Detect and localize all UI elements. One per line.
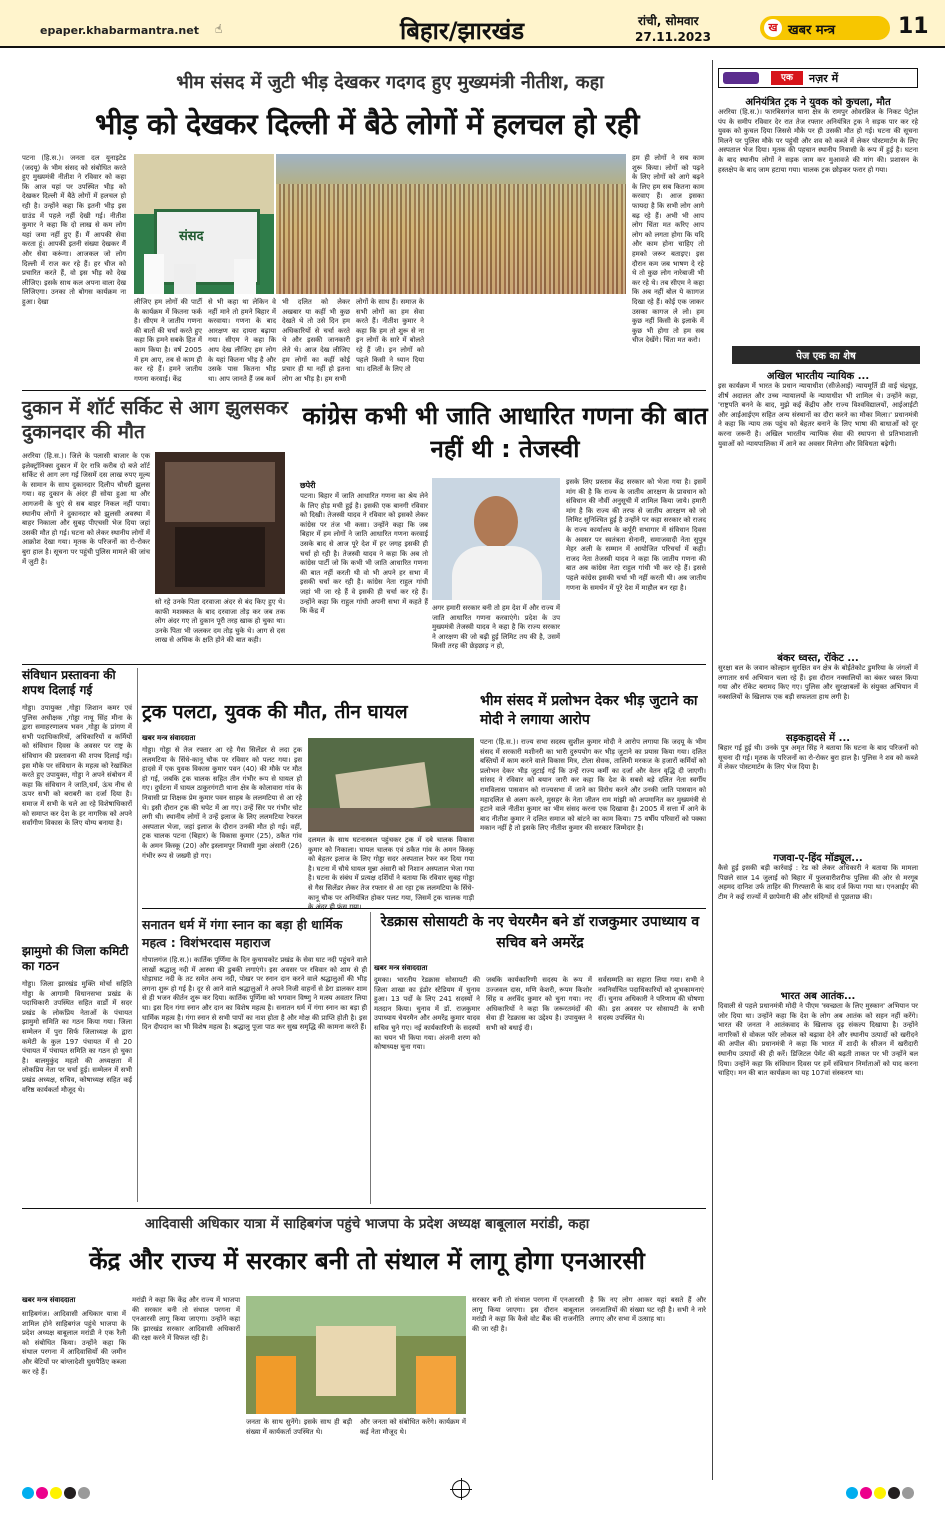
page-number: 11 [898, 14, 929, 39]
brand-logo [760, 16, 890, 40]
brand-name: खबर मन्त्र [788, 23, 836, 38]
right-truck-body: अररिया (हि.स.)। फारबिसगंज थाना क्षेत्र के रामपुर ओवरब्रिज के निकट पेट्रोल पंप के समीप रविवार देर रात तेज रफ्तार अनियंत्रित ट्रक ने सड़क पार कर रहे युवक को कुचल दिया जिससे मौके पर ही उसकी मौत हो गई। घटना की सूचना मिलने पर पुलिस मौके पर पहुंची और शव को कब्जे में लेकर पोस्टमार्टम के लिए अस्पताल भेज दिया। मृतक की पहचान स्थानीय निवासी के रूप में हुई है। घटना के बाद स्थानीय लोगों ने सड़क जाम कर मुआवजे की मांग की। प्रशासन के हस्तक्षेप के बाद जाम हटाया गया। चालक ट्रक छोड़कर फरार हो गया। [718, 108, 918, 174]
yellow-dot [874, 1487, 886, 1499]
black-dot [64, 1487, 76, 1499]
redcross-byline: खबर मन्त्र संवाददाता [374, 964, 428, 972]
lead-kicker: भीम संसद में जुटी भीड़ देखकर गदगद हुए मुख्यमंत्री नीतीश, कहा [176, 72, 604, 93]
redcross-col-3: सर्वसम्मति का सहारा लिया गया। सभी ने नवनिर्वाचित पदाधिकारियों को शुभकामनाएं दीं। चुनाव अधिकारी ने परिणाम की घोषणा की। इस अवसर पर सोसायटी के सभी सदस्य उपस्थित थे। [598, 976, 704, 1023]
nrc-kicker: आदिवासी अधिकार यात्रा में साहिबगंज पहुंचे भाजपा के प्रदेश अध्यक्ष बाबूलाल मरांडी, कहा [144, 1216, 590, 1232]
ek-nazar-icon [723, 72, 759, 84]
jmm-body: गोड्डा। जिला झारखंड मुक्ति मोर्चा सहिति गोड्डा के आगामी विधानसभा प्रखंड के पदाधिकारी उपस्थित सहित वार्डों में सदर प्रखंड के लोकप्रिय नेताओं के पंचायत झामुमो समिति का गठन किया गया। जिला सम्मेलन में पुरा सिर्फ जिलाध्यक्ष के द्वारा कमेटी के कुल 197 पंचायत में से 20 पंचायत में पंचायत समिति का गठन हो चुका है। बालमुकुंद महतो की अध्यक्षता में लोकप्रिय नेता पर चर्चा हुई। सम्मेलन में सभी प्रखंड अध्यक्ष, सचिव, कोषाध्यक्ष सहित कई वरिष्ठ कार्यकर्ता मौजूद थे। [22, 980, 132, 1094]
section-title: बिहार/झारखंड [400, 17, 525, 45]
nrc-byline: खबर मन्त्र संवाददाता [22, 1296, 76, 1304]
shesh-4-headline: गजवा-ए-हिंद मॉड्यूल... [773, 853, 863, 864]
shesh-banner [732, 346, 920, 364]
divider [370, 912, 371, 1204]
divider [22, 1208, 706, 1209]
congress-col-3: इसके लिए प्रस्ताव केंद्र सरकार को भेजा गया है। इसमें मांग की है कि राज्य के जातीय आरक्षण के प्रावधान को संविधान की नौवीं अनुसूची में शामिल किया जाये। हमारी मांग है कि राज्य की तरफ से जातीय आरक्षण को जो लिमिट सुनिश्चित हुई है उन्होंने पर कहा सरकार को राजद के राज्य कार्यालय के कर्पूरी सभागार में संविधान दिवस के अवसर पर स्वतंत्रता सेनानी, समाजवादी नेता सुपुत्र मेहर अली के सम्मान में आयोजित परिचर्चा में कही। राजद नेता तेजस्वी यादव ने कहा कि जातीय गणना की बात अब कांग्रेस नेता राहुल गांधी भी कर रहे हैं। इससे पहले कांग्रेस इसकी चर्चा भी नहीं करती थी। अब जातीय गणना के समर्थन में पूरे देश में माहौल बन रहा है। [566, 478, 706, 592]
black-dot [888, 1487, 900, 1499]
shesh-2-body: सुरक्षा बल के जवान कोल्हान सुरक्षित वन क्षेत्र के बोईतेकोट डुमरिया के जंगलों में लगातार सर्च अभियान चला रहे हैं। इस दौरान नक्सलियों का बंकर ध्वस्त किया गया और रॉकेट बरामद किए गए। पुलिस और सुरक्षाबलों के संयुक्त अभियान में नक्सलियों के खिलाफ एक बड़ी सफलता हाथ लगी है। [718, 664, 918, 701]
divider [142, 908, 706, 909]
nrc-col-6: है कि नए लोग आकर यहां बसते हैं और जनजातियों की संख्या घट रही है। सभी ने नारे लगाए और सभा में उत्साह था। [590, 1296, 706, 1324]
ek-nazar-tag: एक [771, 71, 803, 85]
gray-dot [902, 1487, 914, 1499]
divider [137, 668, 138, 1202]
jmm-headline: झामुमो की जिला कमिटी का गठन [22, 944, 129, 973]
marandi-rally-photo [246, 1296, 466, 1414]
gray-dot [78, 1487, 90, 1499]
lead-col-2: लीजिए हम लोगों की पार्टी के कार्यक्रम में कितना फर्क है। सीएम ने जातीय गणना की बातों की चर्चा करते हुए कहा कि हमने सबके हित में काम किया है। वर्ष 2005 में हम आए, तब से काम ही कर रहे हैं। हमने जातीय गणना करवाई। केंद्र [134, 298, 202, 383]
congress-col-1: पटना। बिहार में जाति आधारित गणना का श्रेय लेने के लिए होड़ मची हुई है। इसकी एक बानगी रविवार को दिखी। तेजस्वी यादव ने रविवार को इसको लेकर कांग्रेस पर तंज भी कसा। उन्होंने कहा कि जब बिहार में हम लोगों ने जाति आधारित गणना करवाई उसके बाद से आज पूरे देश में हर जगह इसकी ही चर्चा हो रही है। तेजस्वी यादव ने कहा कि अब तो कांग्रेस पार्टी जो कि कभी भी जाति आधारित गणना की बात नहीं करती थी वो भी अपने हर सभा में इसकी चर्चा कर रही है। कांग्रेस नेता राहुल गांधी जहां भी जा रहे हैं वे इसकी ही चर्चा कर रहे हैं। उन्होंने कहा कि राहुल गांधी अपनी सभा में कहते हैं कि केंद्र में [300, 492, 428, 616]
cyan-dot [846, 1487, 858, 1499]
divider [22, 390, 706, 391]
divider [22, 664, 706, 665]
shesh-5-headline: भारत अब आतंक... [780, 991, 856, 1002]
lead-col-3: से भी कहा था लेकिन वे नहीं माने तो हमने बिहार में करवाया। गणना के बाद आरक्षण का दायरा बढ़ाया गया। सीएम ने कहा कि आप देख लीजिए हम लोग के यहां कितना भीड़ है और उसके पास कितना भीड़ था। आप जानते हैं जब कर्म [208, 298, 276, 383]
nrc-col-2: मरांडी ने कहा कि केंद्र और राज्य में भाजपा की सरकार बनी तो संथाल परगना में एनआरसी लागू किया जाएगा। उन्होंने कहा कि झारखंड सरकार आदिवासी अधिकारों की रक्षा करने में विफल रही है। [132, 1296, 240, 1343]
ganga-body: गोपालगंज (हि.स.)। कार्तिक पूर्णिमा के दिन कुचायकोट प्रखंड के सेवा घाट नदी पहुंचने वाले लाखों श्रद्धालु नदी में आस्था की डुबकी लगाएंगे। इस अवसर पर रविवार को शाम से ही घोड़ाघाट नदी के तट समेत अन्य नदी, पोखर पर स्नान दान करने वाले श्रद्धालुओं की भीड़ लगना शुरू हो गई है। दूर से आने वाले श्रद्धालुओं ने अपने निजी वाहनों से डेरा डालकर शाम से ही भजन कीर्तन शुरू कर दिया। कार्तिक पूर्णिमा को भगवान विष्णु ने मत्स्य अवतार लिया था। इस दिन गंगा स्नान और दान का विशेष महत्व है। सनातन धर्म में गंगा स्नान का बड़ा ही धार्मिक महत्व है। गंगा स्नान से सभी पापों का नाश होता है और मोक्ष की प्राप्ति होती है। इस दिन दीपदान का भी विशेष महत्व है। श्रद्धालु पूजा पाठ कर सुख समृद्धि की कामना करते हैं। [142, 956, 367, 1032]
truck-headline: ट्रक पलटा, युवक की मौत, तीन घायल [142, 701, 408, 723]
cyan-dot [22, 1487, 34, 1499]
shesh-1-body: इस कार्यक्रम में भारत के प्रधान न्यायाधीश (सीजेआई) न्यायमूर्ति डी वाई चंद्रचूड़, शीर्ष अदालत और उच्च न्यायालयों के न्यायाधीश भी शामिल थे। उन्होंने कहा, 'राष्ट्रपति बनने के बाद, मुझे कई केंद्रीय और राज्य विश्वविद्यालयों, आईआईटी और आईआईएम सहित अन्य संस्थानों का दौरा करने का मौका मिला।' प्रधानमंत्री ने कहा कि न्याय तक पहुंच को बेहतर बनाने के लिए भाषा की बाधाओं को दूर करना जरूरी है। अखिल भारतीय न्यायिक सेवा की स्थापना से प्रतिभाशाली युवाओं को न्यायपालिका में आने का अवसर मिलेगा और विविधता बढ़ेगी। [718, 382, 918, 448]
shesh-4-body: कैसे हुई इसकी बड़ी कार्रवाई : रेड को लेकर अधिकारी ने बताया कि मामला पिछले साल 14 जुलाई को बिहार में फुलवारीशरीफ पुलिस की ओर से मरगूब अहमद दानिश उर्फ ताहिर की गिरफ्तारी के बाद दर्ज किया गया था। एनआईए की टीम ने कई राज्यों में छापेमारी की और संदिग्धों से पूछताछ की। [718, 864, 918, 901]
magenta-dot [36, 1487, 48, 1499]
samvidhan-body: गोड्डा। उपायुक्त ,गोड्डा जिशान कमर एवं पुलिस अधीक्षक ,गोड्डा नाथू सिंह मीना के द्वारा समाहरणालय भवन ,गोड्डा के प्रांगण में सभी पदाधिकारियों, अधिकारियों व कर्मियों को संविधान दिवस के अवसर पर राष्ट्र के संविधान की प्रस्तावना की शपथ दिलाई गई। इस मौके पर संविधान के महत्व को रेखांकित करते हुए उपायुक्त, गोड्डा ने अपने संबोधन में कहा कि संविधान ने जाति,धर्म, ऊंच नीच से ऊपर सभी को बराबरी का दर्जा दिया है। समाज में सभी के चले आ रहे विशेषाधिकारों को समाप्त कर देश के हर नागरिक को अपने सर्वांगीण विकास के लिए योग्य बनाया है। [22, 704, 132, 828]
ganga-headline: सनातन धर्म में गंगा स्नान का बड़ा ही धार्मिक महत्व : विशंभरदास महाराज [142, 917, 343, 950]
footer-color-marks-right [846, 1484, 916, 1503]
truck-byline: खबर मन्त्र संवाददाता [142, 734, 196, 742]
lead-col-6: हम ही लोगों ने सब काम शुरू किया। लोगों को पढ़ने के लिए लोगों को आगे बढ़ने के लिए हम सब कितना काम करवाए हैं। आज इसका फायदा है कि सभी लोग आगे बढ़ रहे हैं। अभी भी आप लोग चिंता मत करिए आप लोग को लगता होगा कि यदि और काम होना चाहिए तो हमको जरूर बताइए। इस दौरान कम जब भाषण दे रहे थे तो कुछ लोग नारेबाजी भी कर रहे थे। तब सीएम ने कहा कि अब नहीं बोल ये काागज दिखा रहे हैं। कोई एक जाकर उसका कागज ले लो। हम कुछ नहीं किसी के इलाके में कुछ भी होगा तो हम सब चीज देखेंगे। चिंता मत करो। [632, 154, 704, 345]
ek-nazar-box [718, 68, 918, 88]
lead-col-1: पटना (हि.स.)। जनता दल यूनाइटेड (जदयू) के भीम संसद को संबोधित करते हुए मुख्यमंत्री नीतीश ने रविवार को कहा कि आज यहां पर उपस्थित भीड़ को देखकर दिल्ली में बैठे लोगों में हलचल हो रही है। उन्होंने कहा कि इतनी भीड़ इस ग्राउंड में पहले नहीं देखी गई। नीतीश कुमार ने कहा कि दो लाख से कम लोग यहां जमा नहीं हुए हैं। मैं आपकी सेवा करता हूं। आपकी इतनी संख्या देखकर मैं और सेवा करूंगा। आजकल जो लोग दिल्ली में राज कर रहे हैं। हर चीज को प्रचारित करते हैं, वो इस भीड़ को देख लीजिए। इसके साथ कल अपना वाला देख लिजिएगा। उनका तो बोगस कार्यक्रम ना हुआ। देखा [22, 154, 126, 306]
nrc-col-1: साहिबगंज। आदिवासी अधिकार यात्रा में शामिल होने साहिबगंज पहुंचे भाजपा के प्रदेश अध्यक्ष बाबूलाल मरांडी ने एक रैली को संबोधित किया। उन्होंने कहा कि संथाल परगना में आदिवासियों की जमीन और बेटियों पर बांग्लादेशी घुसपैठिए कब्जा कर रहे हैं। [22, 1310, 126, 1376]
lead-col-5: लोगों के साथ हैं। समाज के सभी लोगों का हम सेवा करते हैं। नीतीश कुमार ने कहा कि हम तो शुरू से ना इन लोगों के सारे में बोलते रहे हैं जी। इन लोगों को पहले किसी ने ध्यान दिया था। दलितों के लिए तो [356, 298, 424, 374]
divider [712, 60, 713, 1480]
registration-mark-icon [452, 1480, 470, 1498]
shop-headline: दुकान में शॉर्ट सर्किट से आग झुलसकर दुकानदार की मौत [22, 397, 288, 443]
cursor-icon: ☝ [215, 22, 223, 36]
brand-mark-icon: ख [764, 19, 782, 37]
header-date: 27.11.2023 [635, 30, 711, 44]
redcross-headline: रेडक्रास सोसायटी के नए चेयरमैन बने डॉ राजकुमार उपाध्याय व सचिव बने अमरेंद्र [380, 914, 700, 951]
congress-kicker: छपेरी [300, 481, 316, 490]
shop-fire-photo [155, 452, 285, 594]
redcross-col-2: जबकि कार्यकारिणी सदस्य के रूप में उज्जवल दास, मणि केशरी, रूपम किशोर सिंह व अरविंद कुमार को चुना गया। नए अधिकारियों ने कहा कि जरूरतमंदों की सेवा ही रेडक्रास का उद्देश्य है। उपायुक्त ने सभी को बधाई दी। [486, 976, 592, 1032]
truck-col-1: गोड्डा। गोड्डा से तेज रफ्तार आ रहे गैस सिलेंडर से लदा ट्रक ललमटिया के सिंधे-कानू चौक पर रविवार को पलट गया। इस हादसे में एक युवक विकास कुमार पवन (40) की मौके पर मौत हो गई, जबकि ट्रक चालक सहित तीन गंभीर रूप से घायल हो गए। दुर्घटना में घायल ठाकुरगंगटी थाना क्षेत्र के कोलावारा गांव के निवासी प्रा शिक्षक प्रेम कुमार पवन साहब के ललमटिया से आ रहे थे। इसी दौरान ट्रक की चपेट में आ गए। उन्हें सिर पर गंभीर चोट लगी थी। स्थानीय लोगों ने उन्हें इलाज के लिए ललमटिया रेफरल अस्पताल भेजा, जहां इलाज के दौरान उनकी मौत हो गई। वहीं, ट्रक चालक पटना (बिहार) के विकास कुमार (25), ठकैत गांव के अमन किस्कू (20) और इस्लामपुर निवासी मुन्ना अंसारी (26) गंभीर रूप से जख्मी हो गए। [142, 746, 302, 860]
right-truck-headline: अनियंत्रित ट्रक ने युवक को कुचला, मौत [745, 97, 891, 108]
lead-headline: भीड़ को देखकर दिल्ली में बैठे लोगों में हलचल हो रही [95, 107, 639, 141]
nrc-headline: केंद्र और राज्य में सरकार बनी तो संथाल में लागू होगा एनआरसी [89, 1247, 645, 1275]
nrc-col-4: और जनता को संबोधित करेंगे। कार्यक्रम में कई नेता मौजूद थे। [360, 1418, 466, 1436]
bheem-body: पटना (हि.स.)। राज्य सभा सदस्य सुशील कुमार मोदी ने आरोप लगाया कि जदयू के भीम संसद में सरकारी मशीनरी का भारी दुरुपयोग कर भीड़ जुटाने का प्रयास किया गया। दलित बस्तियों में काम करने वाले विकास मित्र, टोला सेवक, तालिमी मरकज के हजारों कर्मियों को प्रलोभन देकर भीड़ जुटाई गई कि उन्हें राज्य कर्मी का दर्जा और वेतन वृद्धि दी जाएगी। सांसद ने रविवार को बयान जारी कर कहा कि देश के सबसे बड़े दलित नेता स्वर्गीय रामविलास पासवान को राज्यसभा में जाने का विरोध करने और उनकी जाति पासवान को महादलित से अलग करने, मुसहर के नेता जीतन राम मांझी को अपमानित कर मुख्यमंत्री से हटाने वाले नीतीश कुमार का भीम संसद करना एक दिखावा है। 2005 में सत्ता में आने के बाद नीतीश कुमार ने दलित समाज को बांटने का काम किया। 75 वर्षीय परिवारों को पक्का मकान नहीं है तो इसके लिए नीतीश कुमार की सरकार जिम्मेदार है। [480, 738, 706, 833]
photo-banner-text: संसद [179, 229, 204, 244]
bheem-headline: भीम संसद में प्रलोभन देकर भीड़ जुटाने का मोदी ने लगाया आरोप [480, 693, 698, 728]
shesh-title: पेज एक का शेष [796, 351, 856, 362]
nrc-col-5: सरकार बनी तो संथाल परगना में एनआरसी लागू किया जाएगा। इस दौरान बाबूलाल मरांडी ने कहा कि कैसे वोट बैंक की राजनीति की जा रही है। [472, 1296, 584, 1333]
truck-col-2: दलमल के साथ घटनास्थल पहुंचकर ट्रक में दबे चालक विकास कुमार को निकाला। घायल चालक एवं ठकैत गांव के अमन किस्कू को बेहतर इलाज के लिए गोड्डा सदर अस्पताल रेफर कर दिया गया है। घटना में चौथे घायल मुन्ना अंसारी को निशान अस्पताल भेजा गया है। घटना के संबंध में प्रत्यक्ष दर्शियों ने बताया कि रविवार सुबह गोड्डा से गैस सिलेंडर लेकर तेज रफ्तार से आ रहा ट्रक ललमटिया के सिंधे-कानू चौक पर अनियंत्रित होकर पलट गया, जिसमें ट्रक चालक गाड़ी [308, 836, 474, 902]
crowd-photo [276, 154, 626, 294]
nitish-stage-photo [134, 154, 274, 294]
nrc-col-3: जनता के साथ सुनेंगे। इसके साथ ही बड़ी संख्या में कार्यकर्ता उपस्थित थे। [246, 1418, 352, 1436]
shesh-3-body: बिहार गई हुई थी। उनके पुत्र अमृत सिंह ने बताया कि घटना के बाद परिजनों को सूचना दी गई। मृतक के परिजनों का रो-रोकर बुरा हाल है। पुलिस ने शव को कब्जे में लेकर पोस्टमार्टम के लिए भेज दिया है। [718, 744, 918, 772]
shesh-1-headline: अखिल भारतीय न्यायिक ... [766, 371, 870, 382]
shop-body: अररिया (हि.स.)। जिले के पलासी बाजार के एक इलेक्ट्रॉनिक्स दुकान में देर रात्रि करीब दो बजे शॉर्ट सर्किट से आग लग गई जिसमें दस लाख रुपए मूल्य के सामान के साथ दुकानदार दिलीप चौधरी झुलस गया। वह दुकान के अंदर ही सोया हुआ था और आगजनी के धुएं से सब बाहर निकल नहीं पाया। स्थानीय लोगों ने दुकानदार को झुलसी अवस्था में बाहर निकाला और सुबह पीएचसी भेज दिया जहां उसकी मौत हो गई। घटना को लेकर स्थानीय लोगों में आक्रोश देखा गया। मृतक के परिजनों का रो-रोकर बुरा हाल है। सूचना पर पहुंची पुलिस मामले की जांच में जुटी है। [22, 452, 150, 566]
congress-headline: कांग्रेस कभी भी जाति आधारित गणना की बात नहीं थी : तेजस्वी [302, 402, 708, 463]
yellow-dot [50, 1487, 62, 1499]
samvidhan-headline: संविधान प्रस्तावना की शपथ दिलाई गई [22, 668, 116, 697]
redcross-col-1: दुमका। भारतीय रेडक्रास सोसायटी की जिला शाखा का इंडोर स्टेडियम में चुनाव हुआ। 13 पदों के लिए 241 सदस्यों ने मतदान किया। चुनाव में डॉ. राजकुमार उपाध्याय चेयरमैन और अमरेंद्र कुमार यादव सचिव चुने गए। नई कार्यकारिणी के सदस्यों का चयन भी किया गया। अंजनी शरण को कोषाध्यक्ष चुना गया। [374, 976, 480, 1052]
ek-nazar-label: नज़र में [809, 72, 839, 85]
truck-accident-photo [308, 738, 474, 832]
shop-body-2: सो रहे उनके पिता दरवाजा अंदर से बंद किए हुए थे। काफी मशक्कत के बाद दरवाजा तोड़ कर जब तक लोग अंदर गए तो दुकान पूरी तरह खाक हो चुका था। उनके पिता भी जलकर दम तोड़ चुके थे। आग से दस लाख से अधिक के क्षति होने की बात कही। [155, 598, 285, 645]
header-city-day: रांची, सोमवार [638, 14, 699, 28]
footer-color-marks-left [22, 1484, 92, 1503]
tejashwi-photo [432, 478, 560, 600]
lead-col-4: भी दलित को लेकर अखबार या कहीं भी कुछ देखते थे तो उसे दिन हम अधिकारियों से चर्चा करते थे और इसकी जानकारी लेते थे। आज देख लीजिए हम लोगों का कहीं कोई प्रचार ही था नहीं हो इतना लोग आ भीड़ है। हम सभी [282, 298, 350, 383]
site-url[interactable]: epaper.khabarmantra.net [40, 24, 199, 37]
shesh-5-body: दिवाली से पहले प्रधानमंत्री मोदी ने पीएम 'स्वच्छता के लिए मुस्कान' अभियान पर जोर दिया था। उन्होंने कहा कि देश के लोग अब आतंक को सहन नहीं करेंगे। भारत की जनता ने आतंकवाद के खिलाफ दृढ़ संकल्प दिखाया है। उन्होंने नागरिकों से वोकल फॉर लोकल को बढ़ावा देने और स्थानीय उत्पादों को खरीदने की अपील की। प्रधानमंत्री ने कहा कि भारत में शादी के सीजन में खरीदारी स्थानीय उत्पादों की ही करें। डिजिटल पेमेंट की बढ़ती ताकत पर भी उन्होंने बल दिया। उन्होंने कहा कि संविधान दिवस पर हमें संविधान निर्माताओं को याद करना चाहिए। मन की बात कार्यक्रम का यह 107वां संस्करण था। [718, 1002, 918, 1078]
shesh-3-headline: सड़कहादसे में ... [785, 733, 851, 744]
congress-col-2: अगर हमारी सरकार बनी तो हम देश में और राज्य में जाति आधारित गणना करवाएंगे। प्रदेश के उप मुख्यमंत्री तेजस्वी यादव ने कहा है कि राज्य सरकार ने आरक्षण की जो बढ़ी हुई लिमिट तय की है, उसमें किसी तरह की छेड़छाड़ न हो, [432, 604, 560, 651]
shesh-2-headline: बंकर ध्वस्त, रॉकेट ... [777, 653, 859, 664]
page-header [0, 0, 945, 48]
magenta-dot [860, 1487, 872, 1499]
